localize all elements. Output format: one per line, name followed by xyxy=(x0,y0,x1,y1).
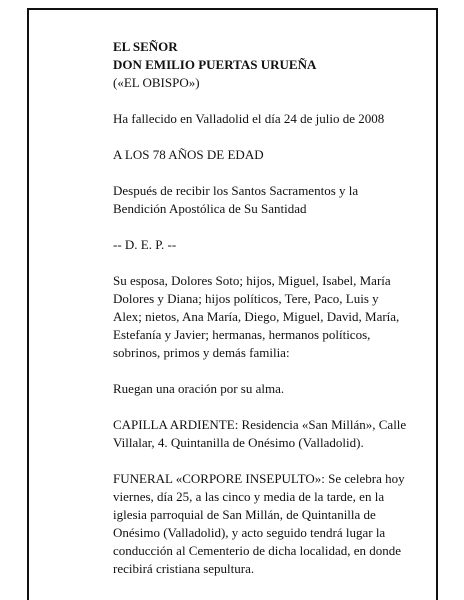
funeral-line: recibirá cristiana sepultura. xyxy=(113,561,255,576)
funeral-line: iglesia parroquial de San Millán, de Quintanilla de xyxy=(113,507,376,522)
prayer-line: Ruegan una oración por su alma. xyxy=(113,381,285,396)
family-line: Dolores y Diana; hijos políticos, Tere, Paco, Luis y xyxy=(113,291,379,306)
sacraments-line-1: Después de recibir los Santos Sacramentos y la xyxy=(113,183,359,198)
border-left xyxy=(27,8,29,600)
border-top xyxy=(27,8,438,10)
funeral-line: Onésimo (Valladolid), y acto seguido tendrá lugar la xyxy=(113,525,386,540)
deceased-name: DON EMILIO PUERTAS URUEÑA xyxy=(113,57,317,72)
family-line: Estefanía y Javier; hermanas, hermanos políticos, xyxy=(113,327,371,342)
funeral-line: FUNERAL «CORPORE INSEPULTO»: Se celebra hoy xyxy=(113,471,405,486)
funeral-line: viernes, día 25, a las cinco y media de la tarde, en la xyxy=(113,489,385,504)
family-line: Alex; nietos, Ana María, Diego, Miguel, David, María, xyxy=(113,309,400,324)
funeral-line: conducción al Cementerio de dicha localidad, en donde xyxy=(113,543,402,558)
nickname: («EL OBISPO») xyxy=(113,75,200,90)
age-line: A LOS 78 AÑOS DE EDAD xyxy=(113,147,264,162)
sacraments-line-2: Bendición Apostólica de Su Santidad xyxy=(113,201,307,216)
obituary-text xyxy=(113,38,431,578)
capilla-line: Villalar, 4. Quintanilla de Onésimo (Valladolid). xyxy=(113,435,364,450)
rip-line: -- D. E. P. -- xyxy=(113,237,177,252)
capilla-line: CAPILLA ARDIENTE: Residencia «San Millán», Calle xyxy=(113,417,407,432)
family-line: Su esposa, Dolores Soto; hijos, Miguel, Isabel, María xyxy=(113,273,391,288)
border-right xyxy=(436,8,438,600)
family-line: sobrinos, primos y demás familia: xyxy=(113,345,290,360)
death-notice: Ha fallecido en Valladolid el día 24 de julio de 2008 xyxy=(113,111,385,126)
header-line-1: EL SEÑOR xyxy=(113,39,178,54)
